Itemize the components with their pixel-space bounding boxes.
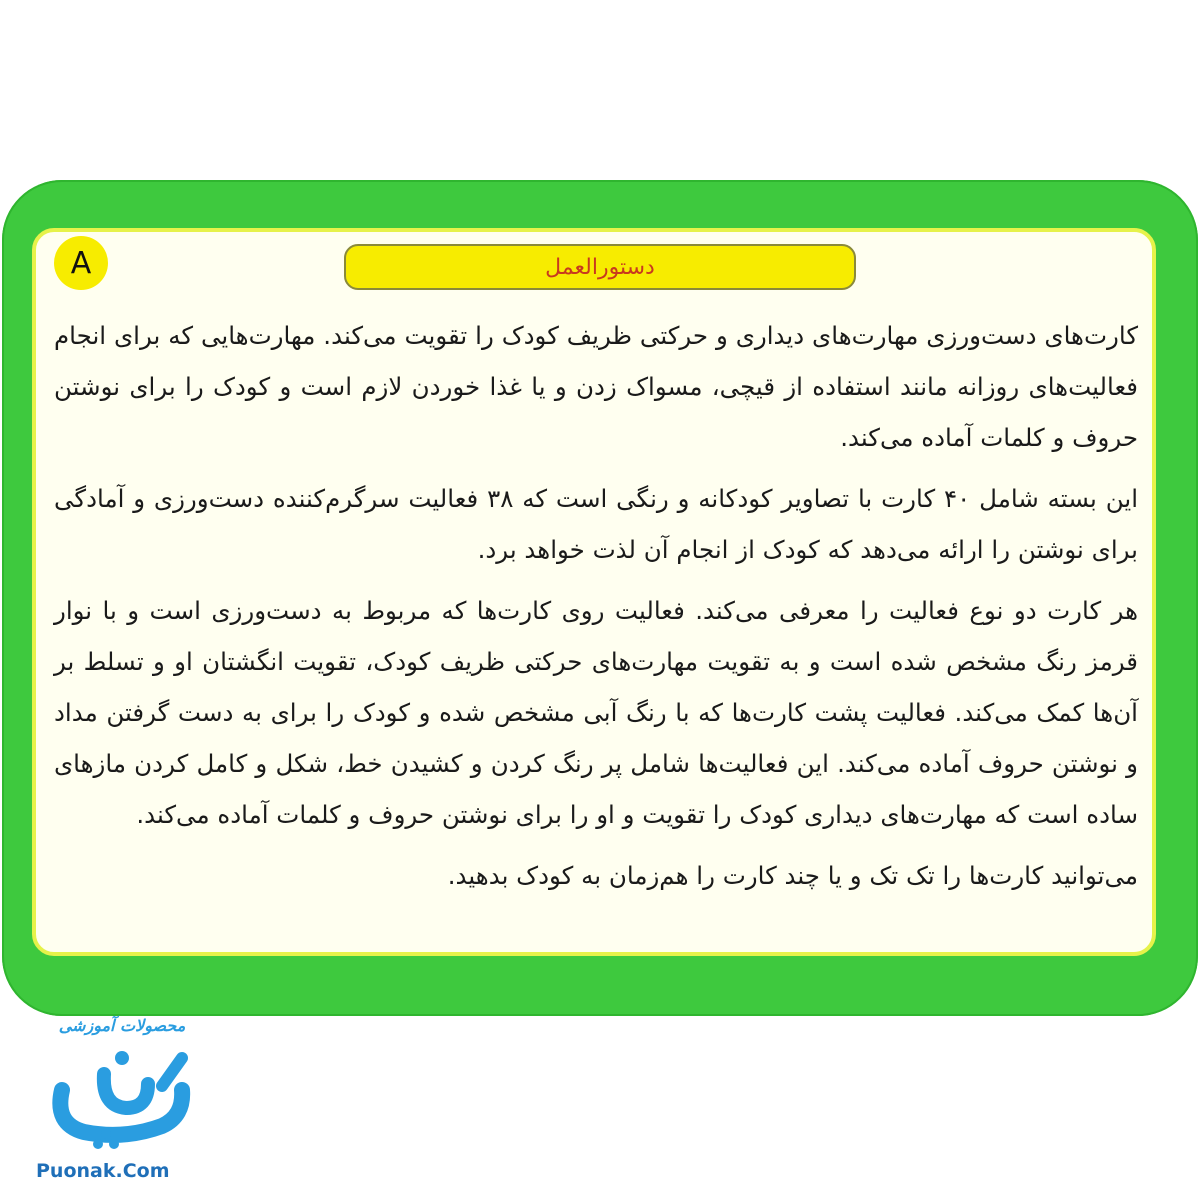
instruction-title: دستورالعمل [344, 244, 856, 290]
paragraph-2: این بسته شامل ۴۰ کارت با تصاویر کودکانه و رنگی است که ۳۸ فعالیت سرگرم‌کننده دست‌ورزی و آمادگی برای نوشتن را ارائه می‌دهد که کودک از انجام آن لذت خواهد برد. [54, 484, 1139, 564]
paragraph-3: هر کارت دو نوع فعالیت را معرفی می‌کند. فعالیت روی کارت‌ها که مربوط به دست‌ورزی است و با نوار قرمز رنگ مشخص شده است و به تقویت مهارت‌های حرکتی ظریف کودک، تقویت انگشتان او و تسلط بر آن‌ها کمک می‌کند. فعالیت پشت کارت‌ها که با رنگ آبی مشخص شده و کودک را برای به دست گرفتن مداد و نوشتن حروف آماده می‌کند. این فعالیت‌ها شامل پر رنگ کردن و کشیدن خط، شکل و کامل کردن مازهای ساده است که مهارت‌های دیداری کودک را تقویت و او را برای نوشتن حروف و کلمات آماده می‌کند. [54, 596, 1138, 829]
puonak-watermark-logo [36, 1016, 206, 1186]
paragraph-4: می‌توانید کارت‌ها را تک تک و یا چند کارت را هم‌زمان به کودک بدهید. [447, 861, 1138, 890]
instruction-body [54, 310, 1138, 911]
puonak-logo-icon [44, 1046, 194, 1150]
paragraph-1: کارت‌های دست‌ورزی مهارت‌های دیداری و حرکتی ظریف کودک را تقویت می‌کند. مهارت‌هایی که برای انجام فعالیت‌های روزانه مانند استفاده از قیچی، مسواک زدن و یا غذا خوردن لازم است و کودک را برای نوشتن حروف و کلمات آماده می‌کند. [54, 321, 1138, 452]
instruction-panel [32, 228, 1156, 956]
instruction-card [2, 180, 1198, 1016]
logo-url: Puonak.Com [36, 1160, 170, 1182]
logo-tagline: محصولات آموزشی [58, 1016, 186, 1035]
card-letter-badge: A [54, 236, 108, 290]
